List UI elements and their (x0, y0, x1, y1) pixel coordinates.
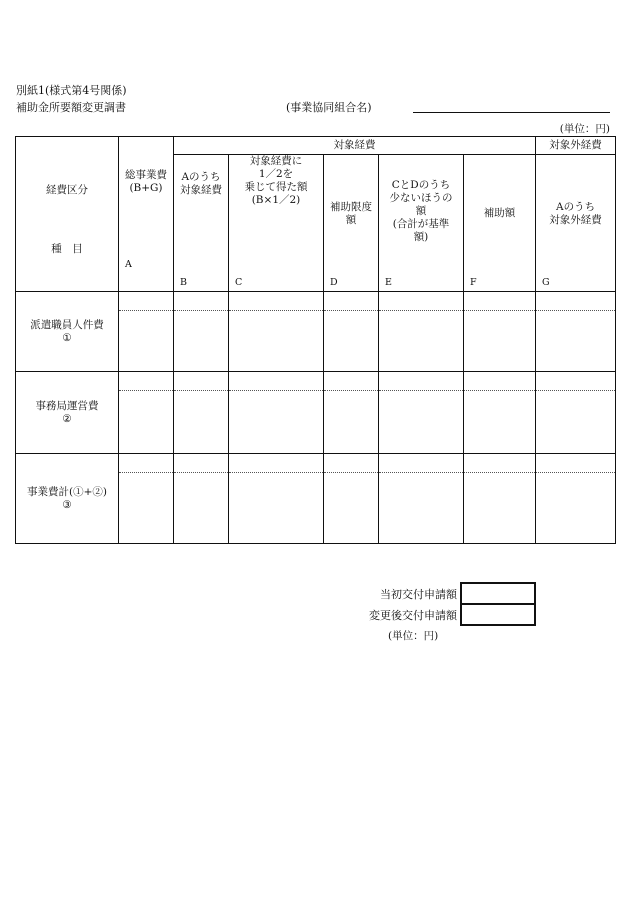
initial-application-label: 当初交付申請額 (380, 588, 457, 601)
cell-input[interactable] (464, 454, 536, 473)
document-title: 補助金所要額変更調書 (16, 101, 126, 114)
table-row (16, 292, 616, 311)
col-header-a (119, 137, 174, 292)
cell-input[interactable] (379, 311, 464, 372)
cell-input[interactable] (174, 292, 229, 311)
cell-input[interactable] (379, 473, 464, 544)
col-header-b (174, 155, 229, 292)
cell-input[interactable] (119, 292, 174, 311)
cell-input[interactable] (379, 454, 464, 473)
category-header-cell (16, 137, 119, 292)
cell-input[interactable] (536, 473, 616, 544)
cell-input[interactable] (464, 391, 536, 454)
cell-input[interactable] (324, 311, 379, 372)
cell-input[interactable] (324, 372, 379, 391)
col-label-g: Aのうち 対象外経費 (549, 201, 602, 226)
col-header-f (464, 155, 536, 292)
row-label-office: 事務局運営費 ② (16, 372, 119, 454)
cell-input[interactable] (229, 454, 324, 473)
cell-input[interactable] (379, 372, 464, 391)
changed-application-box[interactable] (460, 603, 536, 626)
cell-input[interactable] (229, 311, 324, 372)
cell-input[interactable] (174, 454, 229, 473)
cell-input[interactable] (174, 311, 229, 372)
row-label-personnel: 派遣職員人件費 ① (16, 292, 119, 372)
col-label-b: Aのうち 対象経費 (180, 171, 222, 196)
category-header: 経費区分 (46, 184, 88, 196)
cell-input[interactable] (119, 473, 174, 544)
form-reference: 別紙1(様式第4号関係) (16, 84, 127, 97)
cell-input[interactable] (174, 372, 229, 391)
cell-input[interactable] (536, 292, 616, 311)
cell-input[interactable] (229, 473, 324, 544)
unit-label-top: (単位：円) (559, 123, 610, 135)
row-label-total: 事業費計(①+②) ③ (16, 454, 119, 544)
cell-input[interactable] (536, 311, 616, 372)
col-label-a: 総事業費 (B+G) (125, 169, 167, 194)
expense-table (15, 136, 616, 544)
col-header-c (229, 155, 324, 292)
col-header-g (536, 155, 616, 292)
col-letter-f: F (470, 277, 477, 288)
cell-input[interactable] (324, 454, 379, 473)
non-target-header: 対象外経費 (536, 137, 616, 155)
cell-input[interactable] (229, 391, 324, 454)
organization-name-line[interactable] (413, 112, 610, 113)
col-letter-d: D (330, 277, 338, 288)
cell-input[interactable] (229, 292, 324, 311)
table-row (16, 372, 616, 391)
col-letter-c: C (235, 277, 243, 288)
table-row (16, 454, 616, 473)
cell-input[interactable] (464, 473, 536, 544)
cell-input[interactable] (119, 311, 174, 372)
col-letter-a: A (125, 259, 132, 270)
initial-application-box[interactable] (460, 582, 536, 605)
cell-input[interactable] (464, 292, 536, 311)
cell-input[interactable] (119, 372, 174, 391)
col-label-f: 補助額 (483, 207, 516, 219)
cell-input[interactable] (174, 473, 229, 544)
unit-label-bottom: (単位：円) (388, 630, 439, 642)
cell-input[interactable] (119, 454, 174, 473)
cell-input[interactable] (119, 391, 174, 454)
col-letter-g: G (542, 277, 550, 288)
cell-input[interactable] (324, 292, 379, 311)
cell-input[interactable] (464, 372, 536, 391)
col-label-e: CとDのうち 少ないほうの 額 (合計が基準 額) (389, 179, 453, 243)
target-expenses-header: 対象経費 (174, 137, 536, 155)
col-header-e (379, 155, 464, 292)
col-label-d: 補助限度 額 (330, 201, 372, 226)
item-header: 種 目 (51, 243, 83, 255)
changed-application-label: 変更後交付申請額 (369, 609, 457, 622)
cell-input[interactable] (324, 473, 379, 544)
cell-input[interactable] (536, 454, 616, 473)
cell-input[interactable] (536, 391, 616, 454)
cell-input[interactable] (536, 372, 616, 391)
col-letter-e: E (385, 277, 392, 288)
cell-input[interactable] (464, 311, 536, 372)
cell-input[interactable] (174, 391, 229, 454)
cell-input[interactable] (379, 292, 464, 311)
organization-label: (事業協同組合名) (286, 101, 372, 114)
col-label-c: 対象経費に 1／2を 乗じて得た額 (B×1／2) (244, 155, 308, 206)
col-header-d (324, 155, 379, 292)
cell-input[interactable] (324, 391, 379, 454)
col-letter-b: B (180, 277, 187, 288)
cell-input[interactable] (229, 372, 324, 391)
cell-input[interactable] (379, 391, 464, 454)
